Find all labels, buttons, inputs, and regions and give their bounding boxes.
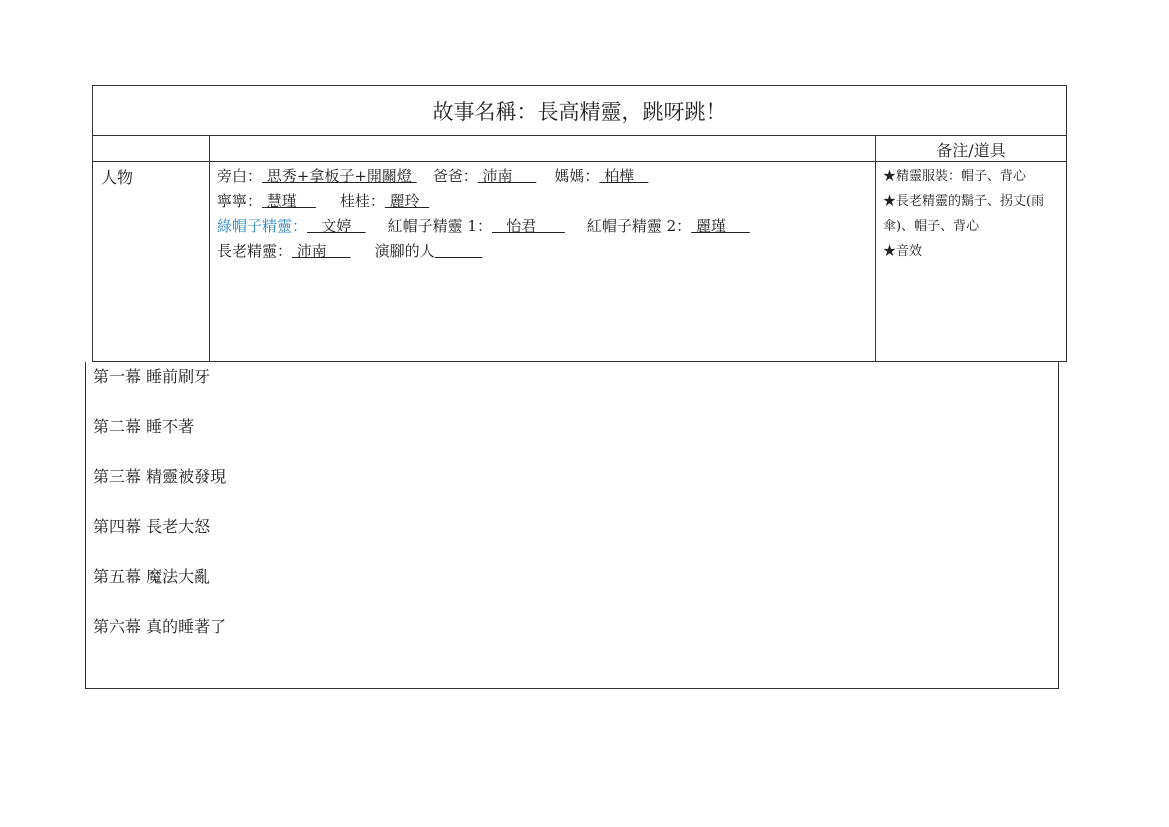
narrator-value: 思秀+拿板子+開關燈 [262,167,417,185]
column-divider [875,136,876,361]
scene-item: 第一幕 睡前刷牙 [93,367,211,386]
foot-label: 演腳的人 [374,242,435,260]
green-elf-colon: ： [292,217,308,235]
red-elf2-value: 麗瑾 [691,217,750,235]
note-item: ★長老精靈的鬍子、拐丈(雨 [883,194,1045,209]
narrator-label: 旁白： [217,167,263,185]
cast-line [217,239,867,264]
note-item: 傘)、帽子、背心 [883,219,980,234]
guigui-label: 桂桂： [339,192,385,210]
elder-label: 長老精靈： [217,242,293,260]
green-elf-value: 文婷 [307,217,366,235]
scene-item: 第二幕 睡不著 [93,417,195,436]
red-elf2-label: 紅帽子精靈 2： [586,217,692,235]
column-divider [209,136,210,361]
mom-label: 媽媽： [554,167,600,185]
scene-item: 第五幕 魔法大亂 [93,567,211,586]
cast-line [217,164,867,189]
guigui-value: 麗玲 [384,192,430,210]
cast-table [92,85,1067,362]
scene-item: 第四幕 長老大怒 [93,517,211,536]
notes-header: 备注/道具 [936,140,1006,160]
cast-line [217,214,867,239]
elder-value: 沛南 [292,242,351,260]
scene-item: 第六幕 真的睡著了 [93,617,227,636]
red-elf1-value: 怡君 [491,217,565,235]
story-title: 故事名稱：長高精靈，跳呀跳！ [93,86,1066,136]
ningning-label: 寧寧： [217,192,263,210]
people-label: 人物 [101,168,134,187]
notes-list [883,164,1063,264]
foot-value [435,242,483,260]
note-item: ★音效 [883,244,923,259]
dad-label: 爸爸： [432,167,478,185]
red-elf1-label: 紅帽子精靈 1： [387,217,492,235]
green-elf-label: 綠帽子精靈 [217,217,293,235]
cast-line [217,189,867,214]
cast-list [217,164,867,264]
ningning-value: 慧瑾 [262,192,316,210]
note-item: ★精靈服裝：帽子、背心 [883,169,1027,184]
scene-list [85,362,1059,689]
mom-value: 柏樺 [599,167,649,185]
dad-value: 沛南 [477,167,537,185]
scene-item: 第三幕 精靈被發現 [93,467,227,486]
